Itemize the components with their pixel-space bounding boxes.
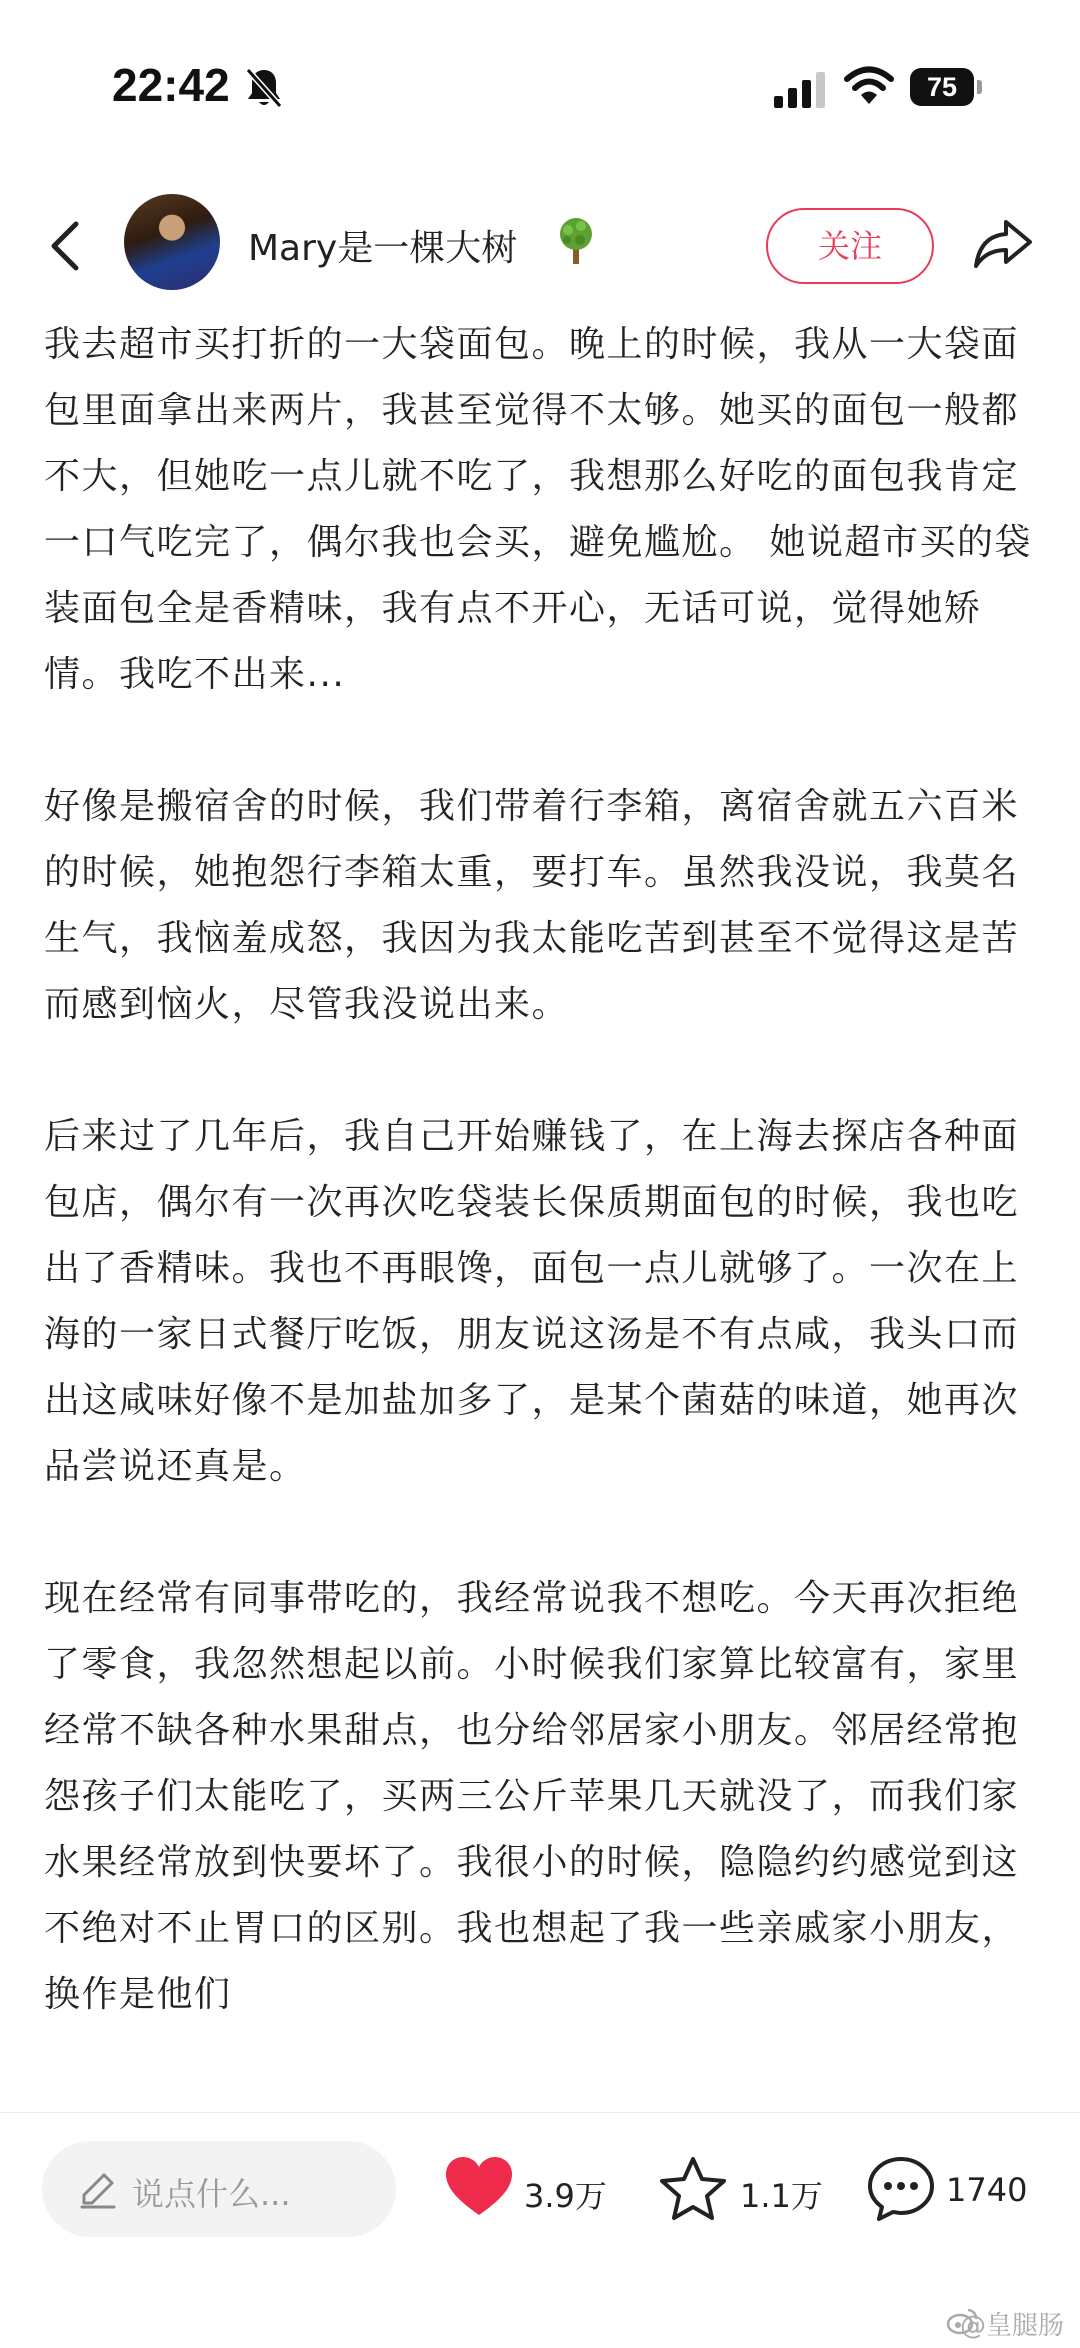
signal-icon	[774, 72, 828, 108]
follow-button[interactable]: 关注	[766, 208, 934, 284]
comment-placeholder: 说点什么...	[132, 2175, 291, 2213]
like-button[interactable]	[444, 2155, 624, 2225]
note-header	[0, 180, 1080, 310]
note-content	[44, 312, 1044, 2110]
pencil-icon	[78, 2169, 118, 2209]
comment-button[interactable]	[866, 2155, 1046, 2225]
author-avatar[interactable]	[124, 194, 220, 290]
content-paragraph: 我去超市买打折的一大袋面包。晚上的时候，我从一大袋面包里面拿出来两片，我甚至觉得不太够。她买的面包一般都不大，但她吃一点儿就不吃了，我想那么好吃的面包我肯定一口气吃完了，偶尔我也会买，避免尴尬。 她说超市买的袋装面包全是香精味，我有点不开心，无话可说，觉得她矫情。我吃不出来...	[44, 324, 1032, 695]
tree-emoji-icon	[554, 216, 598, 266]
wifi-icon	[844, 66, 894, 106]
battery-tip	[977, 80, 982, 94]
star-icon	[658, 2155, 728, 2223]
favorite-button[interactable]	[658, 2155, 838, 2225]
content-paragraph: 后来过了几年后，我自己开始赚钱了，在上海去探店各种面包店，偶尔有一次再次吃袋装长保质期面包的时候，我也吃出了香精味。我也不再眼馋，面包一点儿就够了。一次在上海的一家日式餐厅吃饭，朋友说这汤是不有点咸，我头口而出这咸味好像不是加盐加多了，是某个菌菇的味道，她再次品尝说还真是。	[44, 1116, 1020, 1487]
comment-input[interactable]	[42, 2141, 396, 2237]
bell-slash-icon	[244, 66, 284, 110]
share-icon[interactable]	[972, 216, 1034, 272]
content-paragraph: 好像是搬宿舍的时候，我们带着行李箱，离宿舍就五六百米的时候，她抱怨行李箱太重，要打车。虽然我没说，我莫名生气，我恼羞成怒，我因为我太能吃苦到甚至不觉得这是苦而感到恼火，尽管我没说出来。	[44, 786, 1020, 1025]
weibo-watermark: @皇腿肠	[959, 2311, 1064, 2341]
status-bar	[0, 0, 1080, 180]
like-count: 3.9万	[524, 2177, 607, 2215]
author-name[interactable]: Mary是一棵大树	[248, 228, 518, 269]
bottom-action-bar	[0, 2112, 1080, 2348]
comment-count: 1740	[946, 2171, 1028, 2209]
favorite-count: 1.1万	[740, 2177, 823, 2215]
status-time: 22:42	[112, 59, 230, 111]
content-paragraph: 现在经常有同事带吃的，我经常说我不想吃。今天再次拒绝了零食，我忽然想起以前。小时候我们家算比较富有，家里经常不缺各种水果甜点，也分给邻居家小朋友。邻居经常抱怨孩子们太能吃了，买两三公斤苹果几天就没了，而我们家水果经常放到快要坏了。我很小的时候，隐隐约约感觉到这不绝对不止胃口的区别。我也想起了我一些亲戚家小朋友，换作是他们	[44, 1578, 1020, 2015]
back-arrow-icon[interactable]	[44, 218, 88, 274]
battery-indicator: 75	[910, 68, 974, 106]
comment-bubble-icon	[866, 2155, 936, 2223]
heart-icon	[444, 2155, 514, 2219]
